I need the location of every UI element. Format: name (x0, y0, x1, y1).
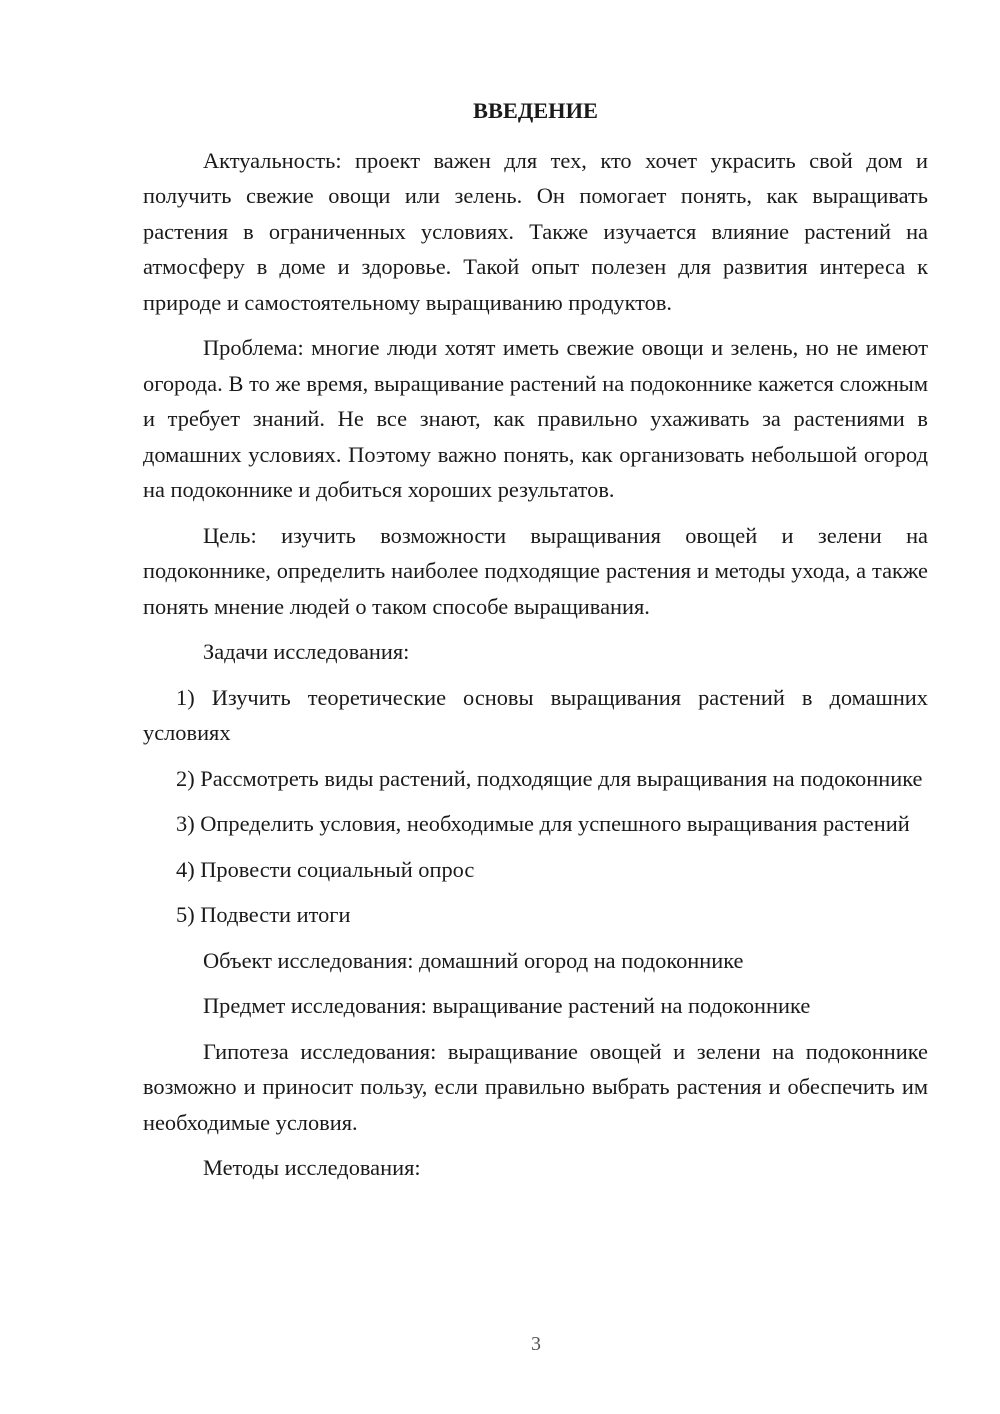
task-item: 5) Подвести итоги (176, 902, 351, 927)
paragraph-object: Объект исследования: домашний огород на подоконнике (203, 947, 744, 973)
paragraph-hypothesis: Гипотеза исследования: выращивание овощей и зелени на подоконнике возможно и приносит пользу, если правильно выбрать растения и обеспечить им необходимые условия. (143, 1038, 928, 1135)
task-item: 3) Определить условия, необходимые для успешного выращивания растений (176, 811, 910, 836)
paragraph-relevance: Актуальность: проект важен для тех, кто хочет украсить свой дом и получить свежие овощи или зелень. Он помогает понять, как выращивать растения в ограниченных условиях. Также изучается влияние растений на атмосферу в доме и здоровье. Такой опыт полезен для развития интереса к природе и самостоятельному выращиванию продуктов. (143, 147, 928, 315)
paragraph-subject: Предмет исследования: выращивание растений на подоконнике (203, 993, 811, 1018)
task-item: 1) Изучить теоретические основы выращивания растений в домашних условиях (143, 684, 928, 745)
document-body (143, 93, 928, 1196)
page-title: ВВЕДЕНИЕ (473, 98, 598, 123)
page-number: 3 (531, 1333, 541, 1355)
task-item: 2) Рассмотреть виды растений, подходящие для выращивания на подоконнике (176, 765, 923, 791)
paragraph-problem: Проблема: многие люди хотят иметь свежие овощи и зелень, но не имеют огорода. В то же время, выращивание растений на подоконнике кажется сложным и требует знаний. Не все знают, как правильно ухаживать за растениями в домашних условиях. Поэтому важно понять, как организовать небольшой огород на подоконнике и добиться хороших результатов. (143, 335, 928, 502)
task-item: 4) Провести социальный опрос (176, 856, 475, 882)
paragraph-tasks-heading: Задачи исследования: (203, 639, 410, 664)
paragraph-goal: Цель: изучить возможности выращивания овощей и зелени на подоконнике, определить наиболее подходящие растения и методы ухода, а также понять мнение людей о таком способе выращивания. (143, 522, 928, 619)
paragraph-methods: Методы исследования: (203, 1155, 421, 1180)
